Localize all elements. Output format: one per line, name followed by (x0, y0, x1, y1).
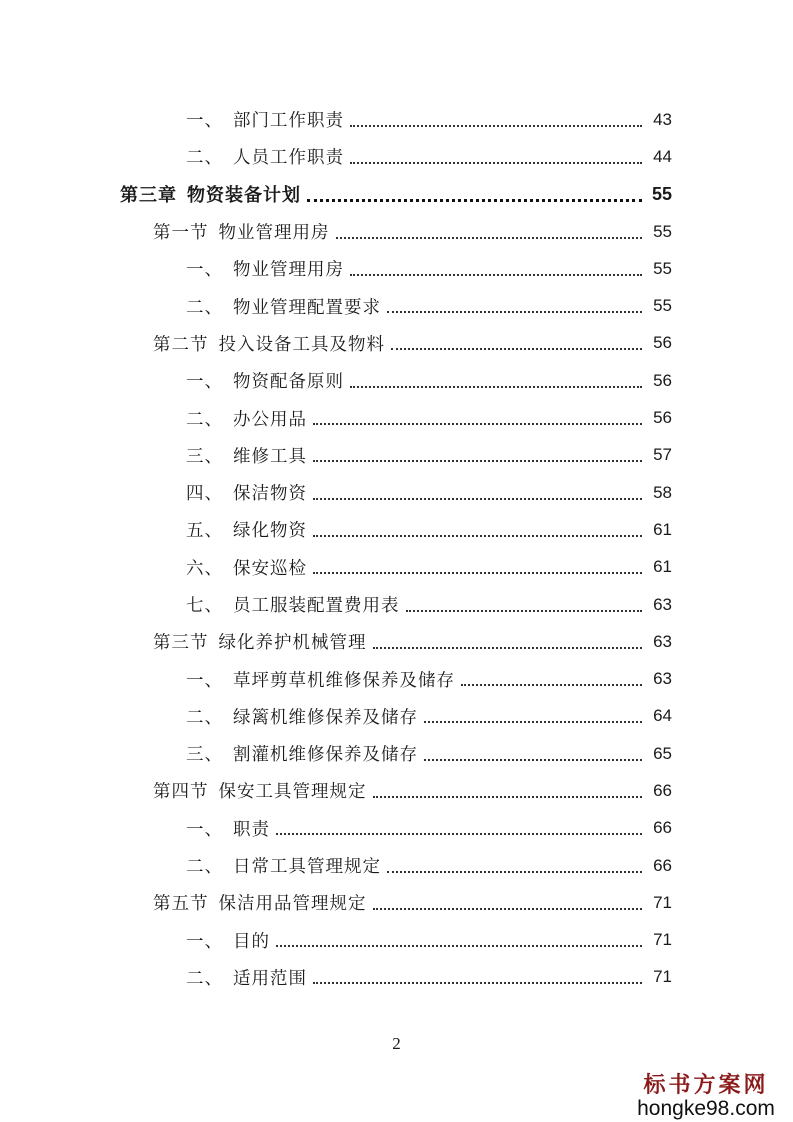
toc-entry-title (153, 629, 367, 654)
page-number: 2 (392, 1034, 401, 1053)
toc-entry-number: 第四节 (153, 782, 209, 803)
toc-entry-number: 三、 (186, 446, 223, 467)
toc-entry[interactable] (0, 549, 793, 586)
toc-entry-title (186, 256, 344, 281)
dot-leader (276, 833, 642, 835)
toc-entry[interactable] (0, 922, 793, 959)
toc-entry-title (153, 890, 367, 915)
toc-entry-page: 66 (653, 818, 672, 838)
toc-entry-number: 七、 (186, 596, 223, 616)
toc-entry-page: 63 (653, 594, 672, 614)
toc-entry[interactable] (0, 959, 793, 996)
toc-entry-title (120, 181, 301, 207)
toc-entry-text: 绿篱机维修保养及储存 (233, 707, 418, 728)
toc-entry-text: 保安工具管理规定 (218, 782, 367, 803)
toc-entry-page: 43 (653, 109, 672, 129)
toc-entry-number: 第三节 (153, 633, 209, 654)
toc-entry-page: 56 (653, 408, 672, 428)
dot-leader (313, 982, 642, 984)
toc-entry-text: 保洁物资 (233, 484, 307, 505)
toc-entry-text: 割灌机维修保养及储存 (233, 745, 418, 766)
toc-entry-title (186, 443, 307, 468)
dot-leader (336, 237, 643, 239)
toc-entry-page: 58 (653, 482, 672, 502)
toc-entry-title (186, 928, 270, 953)
toc-entry[interactable] (0, 362, 793, 399)
toc-entry-text: 员工服装配置费用表 (233, 596, 400, 616)
dot-leader (350, 274, 642, 276)
watermark-url: hongke98.com (637, 1097, 775, 1120)
dot-leader (350, 162, 642, 164)
toc-entry-number: 第二节 (153, 334, 209, 355)
toc-entry-number: 二、 (186, 409, 223, 430)
toc-entry[interactable] (0, 101, 793, 138)
toc-entry-title (186, 555, 307, 580)
toc-entry-text: 办公用品 (233, 409, 307, 430)
toc-entry-title (153, 778, 367, 803)
toc-entry-number: 一、 (186, 260, 223, 281)
toc-entry-title (186, 667, 455, 692)
toc-entry-title (186, 294, 381, 319)
dot-leader (373, 647, 643, 649)
toc-entry[interactable] (0, 735, 793, 772)
toc-entry-text: 目的 (233, 931, 270, 952)
dot-leader (424, 721, 642, 723)
toc-entry-text: 物业管理配置要求 (233, 297, 381, 318)
toc-entry-page: 55 (653, 296, 672, 316)
toc-entry[interactable] (0, 623, 793, 660)
toc-entry-title (186, 816, 270, 841)
toc-entry[interactable] (0, 250, 793, 287)
toc-entry[interactable] (0, 511, 793, 548)
toc-entry[interactable] (0, 213, 793, 250)
toc-entry-page: 66 (653, 855, 672, 875)
dot-leader (387, 871, 642, 873)
toc-entry[interactable] (0, 810, 793, 847)
toc-entry-number: 六、 (186, 558, 223, 579)
toc-entry-title (186, 480, 307, 505)
dot-leader (424, 759, 642, 761)
toc-entry-title (186, 517, 307, 542)
toc-entry-text: 适用范围 (233, 968, 307, 989)
toc-entry-text: 草坪剪草机维修保养及储存 (233, 670, 455, 691)
dot-leader (313, 460, 642, 462)
toc-entry[interactable] (0, 325, 793, 362)
toc-entry-title (186, 741, 418, 766)
dot-leader (313, 423, 642, 425)
toc-entry-title (186, 368, 344, 393)
toc-entry-title (186, 853, 381, 878)
toc-entry-number: 五、 (186, 521, 223, 542)
toc-entry-text: 绿化物资 (233, 521, 307, 542)
toc-entry-number: 一、 (186, 670, 223, 691)
toc-entry-text: 人员工作职责 (233, 148, 344, 169)
toc-entry[interactable] (0, 399, 793, 436)
toc-entry-page: 55 (653, 221, 672, 241)
table-of-contents (0, 101, 793, 996)
toc-entry-page: 63 (653, 631, 672, 651)
toc-entry-number: 二、 (186, 857, 223, 878)
toc-entry-text: 保安巡检 (233, 558, 307, 579)
toc-entry-text: 部门工作职责 (233, 111, 344, 132)
toc-entry-number: 一、 (186, 931, 223, 952)
toc-entry-title (186, 592, 400, 617)
toc-entry[interactable] (0, 660, 793, 697)
toc-entry-page: 64 (653, 706, 672, 726)
watermark (631, 1068, 781, 1121)
dot-leader (406, 610, 643, 612)
toc-entry-number: 三、 (186, 745, 223, 766)
toc-entry-title (186, 107, 344, 132)
toc-entry-number: 第三章 (120, 185, 177, 207)
toc-entry-page: 44 (653, 146, 672, 166)
toc-entry-title (186, 704, 418, 729)
toc-entry-text: 日常工具管理规定 (233, 857, 381, 878)
toc-entry-page: 71 (653, 930, 672, 950)
toc-entry[interactable] (0, 847, 793, 884)
toc-entry-text: 职责 (233, 819, 270, 840)
toc-entry-text: 绿化养护机械管理 (218, 633, 367, 654)
toc-entry-number: 四、 (186, 484, 223, 505)
toc-entry-number: 二、 (186, 148, 223, 169)
toc-entry-text: 物业管理用房 (218, 223, 330, 244)
dot-leader (373, 908, 643, 910)
toc-entry-number: 一、 (186, 372, 223, 393)
toc-entry-page: 71 (653, 967, 672, 987)
toc-entry-number: 二、 (186, 297, 223, 318)
toc-entry-text: 物资配备原则 (233, 372, 344, 393)
toc-entry-page: 71 (653, 892, 672, 912)
toc-entry-page: 61 (653, 519, 672, 539)
dot-leader (387, 311, 642, 313)
toc-entry-text: 保洁用品管理规定 (218, 894, 367, 915)
dot-leader (461, 684, 642, 686)
dot-leader (350, 125, 642, 127)
toc-entry-page: 56 (653, 370, 672, 390)
toc-entry-page: 61 (653, 557, 672, 577)
toc-entry-page: 63 (653, 669, 672, 689)
dot-leader (391, 348, 642, 350)
toc-entry[interactable] (0, 138, 793, 175)
toc-entry[interactable] (0, 176, 793, 213)
toc-entry[interactable] (0, 586, 793, 623)
toc-entry-number: 一、 (186, 819, 223, 840)
toc-entry-page: 56 (653, 333, 672, 353)
toc-entry[interactable] (0, 287, 793, 324)
dot-leader (313, 535, 642, 537)
toc-entry-text: 维修工具 (233, 446, 307, 467)
toc-entry-title (153, 219, 330, 244)
watermark-chinese: 标书方案网 (643, 1072, 769, 1098)
toc-entry[interactable] (0, 884, 793, 921)
dot-leader (373, 796, 643, 798)
toc-entry[interactable] (0, 698, 793, 735)
toc-entry-title (186, 144, 344, 169)
toc-entry-page: 65 (653, 743, 672, 763)
toc-entry[interactable] (0, 772, 793, 809)
toc-entry[interactable] (0, 474, 793, 511)
dot-leader (313, 498, 642, 500)
toc-entry-number: 第一节 (153, 223, 209, 244)
dot-leader (350, 386, 642, 388)
toc-entry-page: 55 (651, 183, 672, 204)
toc-entry[interactable] (0, 437, 793, 474)
toc-entry-number: 一、 (186, 111, 223, 132)
toc-entry-page: 55 (653, 258, 672, 278)
toc-entry-title (153, 331, 385, 356)
toc-entry-page: 57 (653, 445, 672, 465)
toc-entry-number: 二、 (186, 968, 223, 989)
toc-entry-text: 物资装备计划 (187, 185, 301, 207)
toc-entry-text: 物业管理用房 (233, 260, 344, 281)
toc-entry-page: 66 (653, 780, 672, 800)
toc-entry-number: 二、 (186, 707, 223, 728)
dot-leader (276, 945, 642, 947)
dot-leader (307, 199, 642, 202)
dot-leader (313, 572, 642, 574)
toc-entry-number: 第五节 (153, 894, 209, 915)
toc-entry-text: 投入设备工具及物料 (218, 334, 385, 355)
toc-entry-title (186, 406, 307, 431)
toc-entry-title (186, 965, 307, 990)
